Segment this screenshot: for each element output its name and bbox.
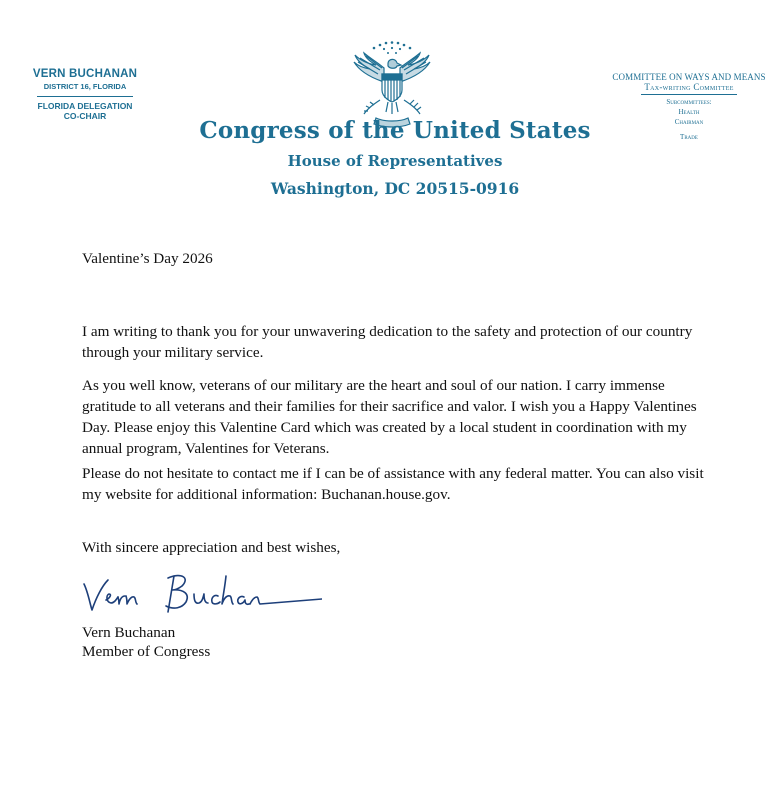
member-info-block [22, 68, 148, 121]
divider [641, 94, 737, 95]
letter-paragraph-2: As you well know, veterans of our military are the heart and soul of our nation. I carry immense gratitude to all veterans and their families for their sacrifice and valor. I wish you a Happy Valentines Day. Please enjoy this Valentine Card which was created by a local student in coordination with my annual program, Valentines for Veterans. [82, 377, 697, 457]
letter-date: Valentine’s Day 2026 [82, 250, 213, 267]
committee-name: COMMITTEE ON WAYS AND MEANS [612, 72, 766, 82]
letterhead-address: Washington, DC 20515-0916 [270, 179, 520, 198]
tax-writing-label: Tax-writing Committee [644, 82, 734, 92]
subcommittee-health: Health [678, 108, 700, 116]
letter-paragraph-3: Please do not hesitate to contact me if I can be of assistance with any federal matter. You can also visit my website for additional information: Buchanan.house.gov. [82, 465, 704, 503]
subcommittees-label: Subcommittees: [666, 98, 712, 106]
letterhead-congress: Congress of the United States [199, 117, 591, 144]
member-name: VERN BUCHANAN [32, 68, 138, 80]
delegation-label: FLORIDA DELEGATION [37, 101, 133, 111]
delegation-role: CO-CHAIR [63, 111, 107, 121]
letter-paragraph-1: I am writing to thank you for your unwavering dedication to the safety and protection of our country through your military service. [82, 323, 693, 361]
letter-closing: With sincere appreciation and best wishes, [82, 539, 341, 556]
member-district: DISTRICT 16, FLORIDA [43, 82, 127, 91]
subcommittee-chairman: Chairman [674, 118, 704, 126]
divider [37, 96, 133, 97]
letterhead-house: House of Representatives [287, 152, 503, 170]
subcommittee-trade: Trade [680, 133, 698, 141]
handwritten-signature [82, 570, 322, 620]
signer-name: Vern Buchanan [82, 624, 176, 641]
signer-title: Member of Congress [82, 643, 211, 660]
